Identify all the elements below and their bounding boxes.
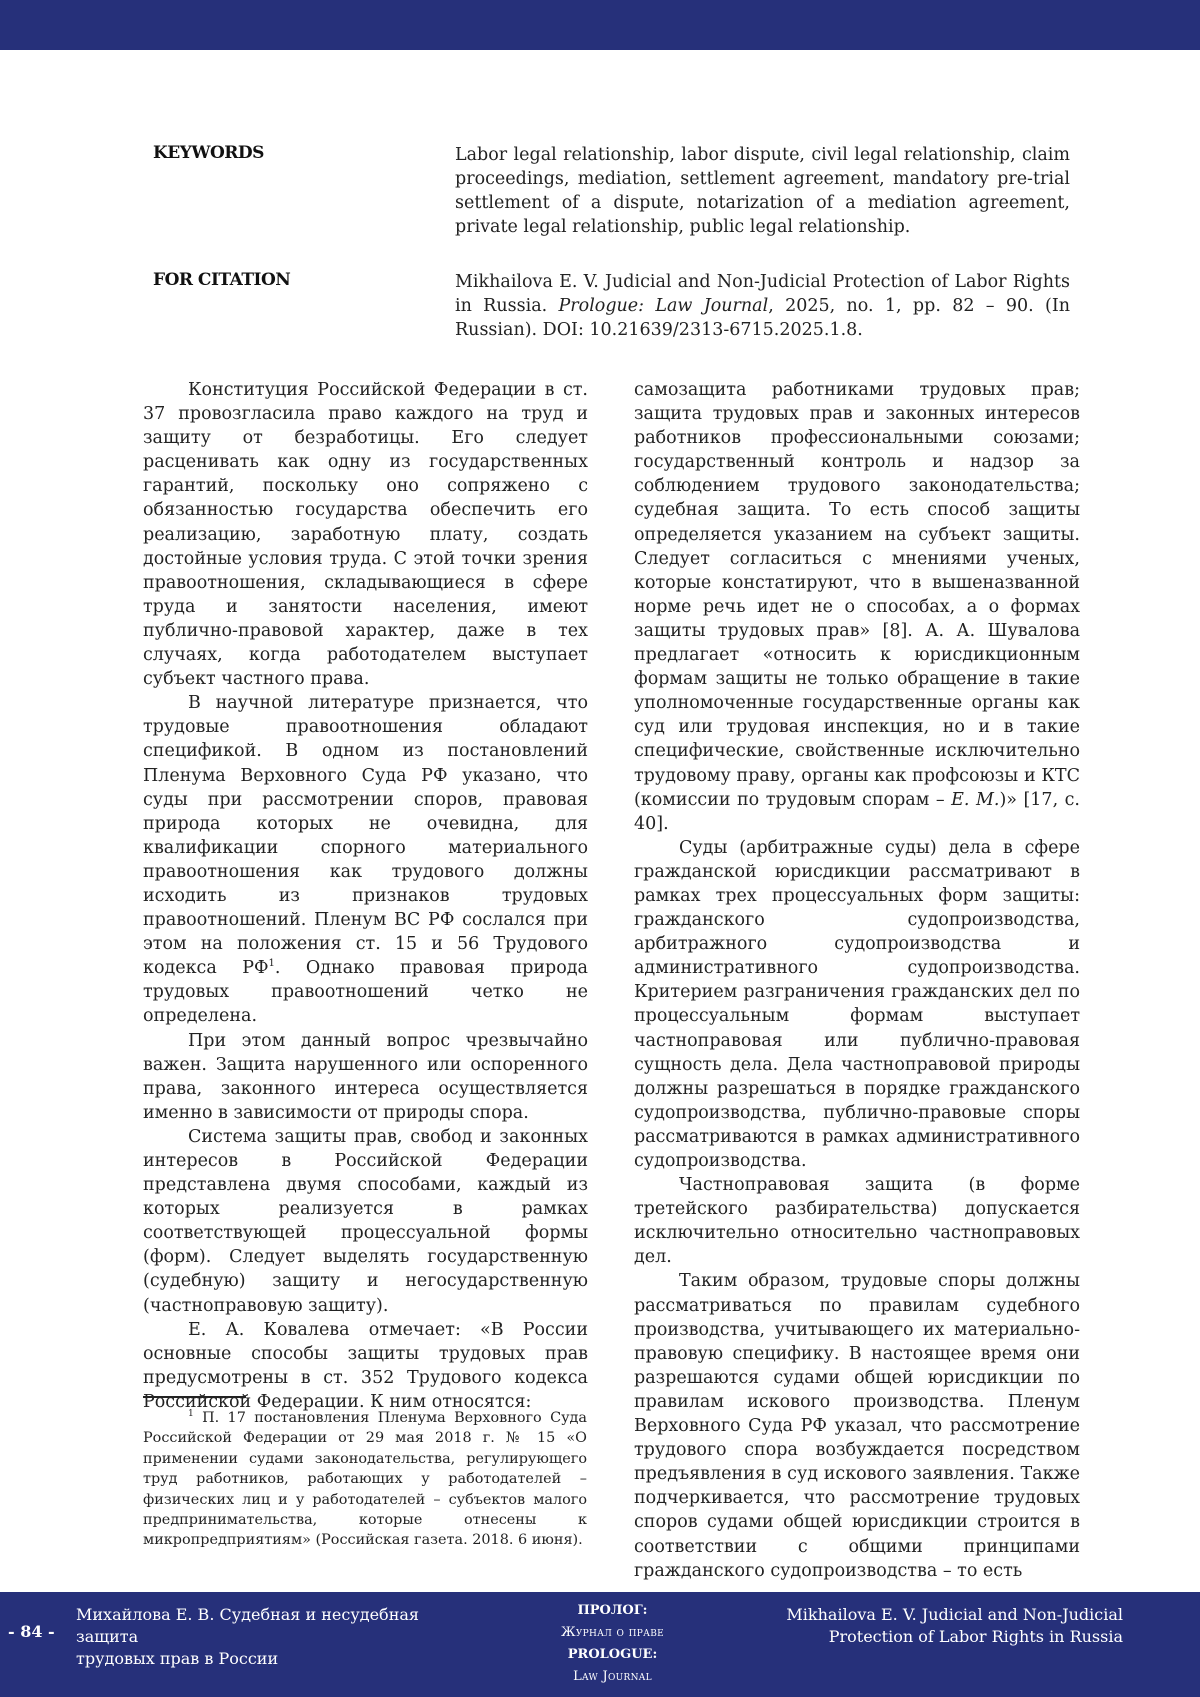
citation-part1: Mikhailova E. V. Judicial and Non-Judicial Protection of Labor Rights in Russia. bbox=[455, 272, 1070, 316]
footer-left-title: Михайлова Е. В. Судебная и несудебная защита трудовых прав в России bbox=[76, 1605, 419, 1668]
footnote-text: П. 17 постановления Пленума Верховного Суда Российской Федерации от 29 мая 2018 г. № 15 «О применении судами законодательства, регулирующего труд работников, работающих у работодателей – физических лиц и у работодателей – субъектов малого предпринимательства, которые отнесены к микропредприятиям» (Российская газета. 2018. 6 июня). bbox=[143, 1410, 587, 1549]
paragraph: При этом данный вопрос чрезвычайно важен. Защита нарушенного или оспоренного права, законного интереса осуществляется именно в зависимости от природы спора. bbox=[143, 1030, 588, 1123]
paragraph: Конституция Российской Федерации в ст. 37 провозгласила право каждого на труд и защиту от безработицы. Его следует расценивать как одну из государственных гарантий, поскольку оно сопряжено с обязанностью государства обеспечить его реализацию, заработную плату, создать достойные условия труда. С этой точки зрения правоотношения, складывающиеся в сфере труда и занятости населения, имеют публично-правовой характер, даже в тех случаях, когда работодателем выступает субъект частного права. bbox=[143, 380, 588, 690]
author-initials: Е. М. bbox=[951, 789, 1000, 810]
left-column bbox=[143, 378, 588, 1414]
keywords-text: Labor legal relationship, labor dispute, civil legal relationship, claim proceedings, mediation, settlement agreement, mandatory pre-trial settlement of a dispute, notarization of a mediation agreement, private legal relationship, public legal relationship. bbox=[455, 145, 1070, 237]
citation-journal: Prologue: Law Journal bbox=[558, 296, 769, 316]
footnote-divider bbox=[143, 1396, 246, 1398]
footnote-ref[interactable]: 1 bbox=[268, 958, 275, 970]
paragraph: Частноправовая защита (в форме третейского разбирательства) допускается исключительно относительно частноправовых дел. bbox=[634, 1175, 1080, 1268]
citation-text bbox=[455, 270, 1070, 342]
paragraph: В научной литературе признается, что трудовые правоотношения обладают спецификой. В одном из постановлений Пленума Верховного Суда РФ указано, что суды при рассмотрении споров, правовая природа которых не очевидна, для квалификации спорного материального правоотношения как трудового должны исходить из признаков трудовых правоотношений. Пленум ВС РФ сослался при этом на положения ст. 15 и 56 Трудового кодекса $РФ^1$. Однако правовая природа трудовых правоотношений четко не определена. bbox=[143, 693, 588, 1027]
footer-bar bbox=[0, 1592, 1200, 1697]
footer-right-title: Mikhailova E. V. Judicial and Non-Judicial Protection of Labor Rights in Russia bbox=[786, 1605, 1123, 1646]
right-column bbox=[634, 378, 1080, 1583]
paragraph: Таким образом, трудовые споры должны рассматриваться по правилам судебного производства, учитывающего их материально-правовую специфику. В настоящее время они разрешаются судами общей юрисдикции по правилам искового производства. Пленум Верховного Суда РФ указал, что рассмотрение трудового спора возбуждается посредством предъявления в суд искового заявления. Также подчеркивается, что рассмотрение трудовых споров судами общей юрисдикции строится в соответствии с общими принципами гражданского судопроизводства – то есть bbox=[634, 1271, 1080, 1581]
keywords-label: KEYWORDS bbox=[153, 143, 264, 163]
header-bar bbox=[0, 0, 1200, 50]
paragraph: Система защиты прав, свобод и законных интересов в Российской Федерации представлена двумя способами, каждый из которых реализуется в рамках соответствующей процессуальной формы (форм). Следует выделять государственную (судебную) защиту и негосударственную (частноправовую защиту). bbox=[143, 1126, 588, 1316]
citation-label: FOR CITATION bbox=[153, 270, 291, 290]
paragraph: самозащита работниками трудовых прав; защита трудовых прав и законных интересов работников профессиональными союзами; государственный контроль и надзор за соблюдением трудового законодательства; судебная защита. То есть способ защиты определяется указанием на субъект защиты. Следует согласиться с мнениями ученых, которые констатируют, что в вышеназванной норме речь идет не о способах, а о формах защиты трудовых прав» [8]. А. А. Шувалова предлагает «относить к юрисдикционным формам защиты не только обращение в такие уполномоченные государственные органы как суд или трудовая инспекция, но и в такие специфические, свойственные исключительно трудовому праву, органы как профсоюзы и КТС (комиссии по трудовым спорам – Е. М.)» [17, с. 40]. bbox=[634, 380, 1080, 834]
footnote bbox=[143, 1408, 587, 1551]
paragraph: Суды (арбитражные суды) дела в сфере гражданской юрисдикции рассматривают в рамках трех процессуальных форм защиты: гражданского судопроизводства, арбитражного судопроизводства и административного судопроизводства. Критерием разграничения гражданских дел по процессуальным формам выступает частноправовая или публично-правовая сущность дела. Дела частноправовой природы должны разрешаться в порядке гражданского судопроизводства, публично-правовые споры рассматриваются в рамках административного судопроизводства. bbox=[634, 837, 1080, 1171]
citation-part2: , 2025, no. 1, pp. 82 – 90. (In Russian). DOI: 10.21639/2313-6715.2025.1.8. bbox=[455, 296, 1071, 340]
journal-logo: ПРОЛОГ: Журнал о праве PROLOGUE: Law Journal bbox=[560, 1603, 665, 1684]
page-number: - 84 - bbox=[8, 1622, 55, 1641]
paragraph: Е. А. Ковалева отмечает: «В России основные способы защиты трудовых прав предусмотрены в ст. 352 Трудового кодекса Российской Федерации. К ним относятся: bbox=[143, 1319, 588, 1412]
footnote-number: 1 bbox=[188, 1409, 194, 1420]
